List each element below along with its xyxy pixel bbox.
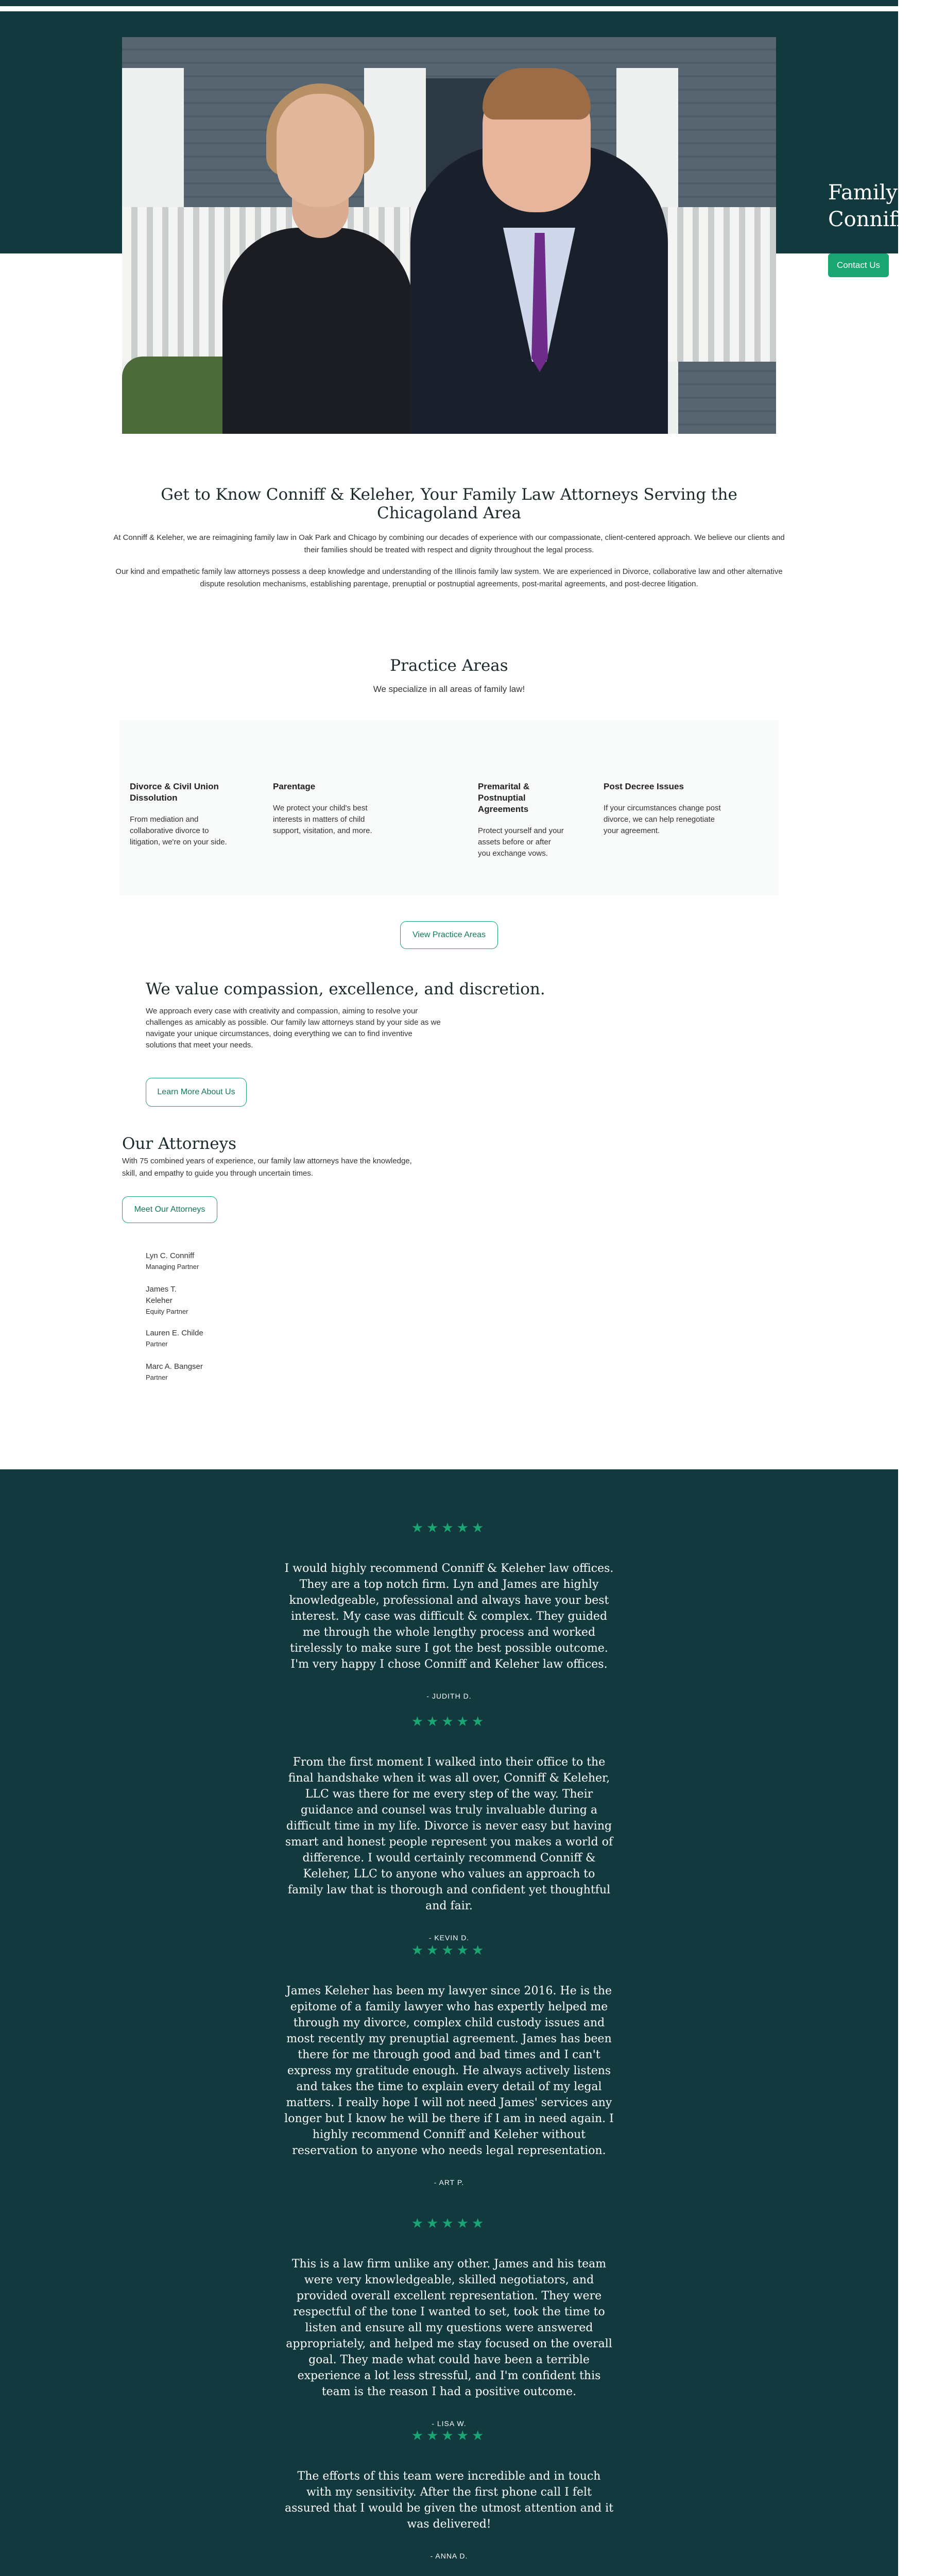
testimonial-quote: I would highly recommend Conniff & Keleher law offices. They are a top notch firm. Lyn and James are highly knowledgeable, professional and always have your best interest. My case was difficult & complex. They guided me through the whole lengthy process and worked tirelessly to make sure I got the best possible outcome. I'm very happy I chose Conniff and Keleher law offices. [284,1562,614,1671]
testimonial [0,1520,898,1700]
practice-areas-card [119,720,779,895]
practice-areas [0,600,898,949]
testimonial-quote: James Keleher has been my lawyer since 2016. He is the epitome of a family lawyer who has expertly helped me through my divorce, complex child custody issues and most recently my prenuptial agreement. James has been there for me through good and bad times and I can't express my gratitude enough. He always actively listens and takes the time to explain every detail of my legal matters. I really hope I will not need James' services any longer but I know he will be there if I am in need again. I highly recommend Conniff and Keleher without reservation to anyone who needs legal representation. [284,1985,614,2157]
values-title: We value compassion, excellence, and discretion. [146,980,545,998]
testimonials-section [0,1469,898,2576]
practice-area-item[interactable] [273,781,376,837]
values-text: We approach every case with creativity and compassion, aiming to resolve your challenges as amicably as possible. Our family law attorneys stand by your side as we navigate your unique circumstances, doing everything we can to find inventive solutions that meet your needs. [146,1007,441,1049]
star-rating-icon: ★★★★★ [411,2215,487,2231]
testimonial-quote: The efforts of this team were incredible and in touch with my sensitivity. After the first phone call I felt assured that I would be given the utmost attention and it was delivered! [284,2470,614,2531]
star-rating-icon: ★★★★★ [411,1942,487,1958]
attorney-name: James T. Keleher [146,1285,177,1305]
attorney-title: Partner [146,1340,168,1348]
testimonial-author: - ART P. [434,2178,465,2187]
hero-title-line-1: Family L [828,181,918,205]
attorney-item[interactable] [146,1284,197,1317]
view-practice-areas-button[interactable]: View Practice Areas [400,921,498,949]
attorneys-text: With 75 combined years of experience, our family law attorneys have the knowledge, skill, and empathy to guide you through uncertain times. [122,1157,412,1178]
testimonial-quote: From the first moment I walked into their office to the final handshake when it was all over, Conniff & Keleher, LLC was there for me every step of the way. Their guidance and counsel was truly invaluable during a difficult time in my life. Divorce is never easy but having smart and honest people represent you makes a world of difference. I would certainly recommend Conniff & Keleher, LLC to anyone who values an approach to family law that is thorough and confident yet thoughtful and fair. [285,1756,613,1912]
learn-more-button[interactable]: Learn More About Us [146,1078,247,1107]
practice-areas-subtitle: We specialize in all areas of family law! [373,684,525,694]
attorney-name: Lyn C. Conniff [146,1251,195,1260]
attorney-item[interactable] [146,1361,264,1383]
attorneys-title: Our Attorneys [122,1134,237,1153]
practice-area-text: From mediation and collaborative divorce to litigation, we're on your side. [130,815,227,846]
testimonial [0,1942,898,2187]
intro-paragraph-1: At Conniff & Keleher, we are reimagining family law in Oak Park and Chicago by combining our decades of experience with our compassionate, client-centered approach. We believe our clients and their families should be treated with respect and dignity throughout the legal process. [113,533,785,554]
top-bar [0,0,898,6]
testimonial-author: - LISA W. [432,2419,467,2428]
star-rating-icon: ★★★★★ [411,1714,487,1729]
attorney-name: Marc A. Bangser [146,1362,203,1371]
attorneys-section [0,1134,898,1469]
hero-title [828,179,929,233]
hero-title-line-2: Conniff & [828,208,929,231]
hero [0,11,929,434]
hero-attorneys-photo [122,37,776,434]
hero-contact-button[interactable]: Contact Us [828,253,889,277]
intro-section [0,434,898,590]
meet-attorneys-button[interactable]: Meet Our Attorneys [122,1196,217,1223]
practice-area-title: Parentage [273,782,316,791]
attorney-item[interactable] [146,1250,264,1272]
attorney-name: Lauren E. Childe [146,1329,203,1337]
practice-area-text: If your circumstances change post divorce, we can help renegotiate your agreement. [604,804,721,835]
testimonial-author: - ANNA D. [430,2552,468,2560]
star-rating-icon: ★★★★★ [411,2428,487,2443]
testimonial [0,2215,898,2428]
intro-paragraph-2: Our kind and empathetic family law attorneys possess a deep knowledge and understanding of the Illinois family law system. We are experienced in Divorce, collaborative law and other alternative dispute resolution mechanisms, establishing parentage, prenuptial or postnuptial agreements, post-marital agreements, and post-decree litigation. [115,567,783,588]
practice-areas-title: Practice Areas [390,656,508,675]
practice-area-text: We protect your child's best interests in matters of child support, visitation, and more. [273,804,372,835]
attorney-item[interactable] [146,1328,264,1349]
practice-area-item[interactable] [604,781,727,837]
values-section [0,980,898,1134]
top-bar-line [0,6,898,11]
intro-title: Get to Know Conniff & Keleher, Your Family Law Attorneys Serving the Chicagoland Area [161,485,737,522]
testimonial-author: - JUDITH D. [426,1692,472,1700]
attorney-title: Equity Partner [146,1308,188,1315]
testimonial [0,1714,898,1942]
testimonial [0,2428,898,2560]
attorney-title: Managing Partner [146,1263,199,1270]
practice-area-item[interactable] [130,781,233,848]
practice-area-title: Divorce & Civil Union Dissolution [130,782,219,803]
practice-area-title: Post Decree Issues [604,782,684,791]
attorney-title: Partner [146,1374,168,1381]
practice-area-text: Protect yourself and your assets before or after you exchange vows. [478,826,564,858]
testimonial-author: - KEVIN D. [428,1934,470,1942]
star-rating-icon: ★★★★★ [411,1520,487,1535]
practice-area-item[interactable] [478,781,564,859]
practice-area-title: Premarital & Postnuptial Agreements [478,782,530,814]
testimonial-quote: This is a law firm unlike any other. James and his team were very knowledgeable, skilled negotiators, and provided overall excellent representation. They were respectful of the tone I wanted to set, took the time to listen and ensure all my questions were answered appropriately, and helped me stay focused on the overall goal. They made what could have been a terrible experience a lot less stressful, and I'm confident this team is the reason I had a positive outcome. [286,2258,612,2398]
